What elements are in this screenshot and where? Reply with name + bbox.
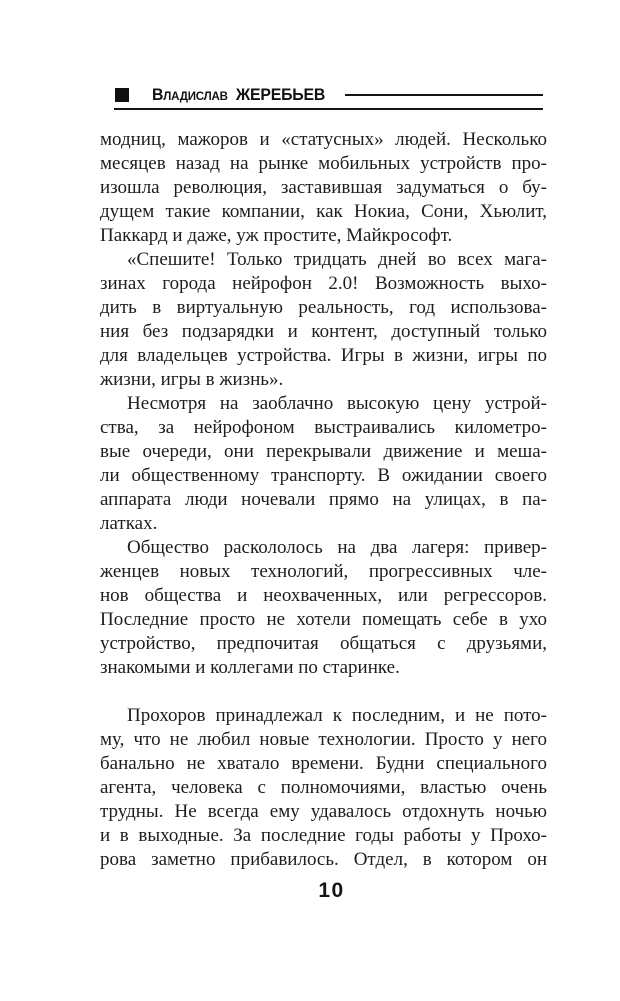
text-line: модниц, мажоров и «статусных» людей. Несколько <box>100 129 547 150</box>
text-line: Прохоров принадлежал к последним, и не пото- <box>127 705 547 726</box>
text-line: зинах города нейрофон 2.0! Возможность выхо- <box>100 273 547 294</box>
paragraph <box>100 704 547 872</box>
text-line: Паккард и даже, уж простите, Майкрософт. <box>100 225 453 246</box>
paragraph <box>100 128 547 248</box>
text-line: рова заметно прибавилось. Отдел, в котором он <box>100 849 547 870</box>
paragraph <box>100 536 547 680</box>
text-line: аппарата люди ночевали прямо на улицах, в па- <box>100 489 547 510</box>
text-line: жизни, игры в жизнь». <box>100 369 284 390</box>
text-line: и в выходные. За последние годы работы у Прохо- <box>100 825 547 846</box>
page-footer <box>100 879 547 903</box>
text-line: вые очереди, они перекрывали движение и меша- <box>100 441 547 462</box>
page-number: 10 <box>318 879 345 902</box>
header-square-icon <box>115 88 129 102</box>
text-line: устройство, предпочитая общаться с друзьями, <box>100 633 547 654</box>
text-line: ли общественному транспорту. В ожидании своего <box>100 465 547 486</box>
text-line: ния без подзарядки и контент, доступный только <box>100 321 547 342</box>
text-line: знакомыми и коллегами по старинке. <box>100 657 400 678</box>
header-rule <box>345 94 543 96</box>
author-last-name: ЖЕРЕБЬЕВ <box>235 85 326 104</box>
text-line: дить в виртуальную реальность, год использова- <box>100 297 547 318</box>
text-line: изошла революция, заставившая задуматься о бу- <box>100 177 547 198</box>
text-line: Общество раскололось на два лагеря: привер- <box>127 537 547 558</box>
text-line: «Спешите! Только тридцать дней во всех мага- <box>127 249 547 270</box>
text-line: дущем такие компании, как Нокиа, Сони, Хьюлит, <box>100 201 547 222</box>
text-block <box>100 128 547 872</box>
text-line: нов общества и неохваченных, или регрессоров. <box>100 585 547 606</box>
paragraph <box>100 248 547 392</box>
text-line: Несмотря на заоблачно высокую цену устрой- <box>127 393 547 414</box>
text-line: му, что не любил новые технологии. Просто у него <box>100 729 547 750</box>
page-header <box>115 85 543 104</box>
header-underline <box>114 108 543 110</box>
author-first-name: Владислав <box>152 85 228 104</box>
text-line: Последние просто не хотели помещать себе в ухо <box>100 609 547 630</box>
text-line: латках. <box>100 513 158 534</box>
text-line: трудны. Не всегда ему удавалось отдохнуть ночью <box>100 801 547 822</box>
text-line: ства, за нейрофоном выстраивались километро- <box>100 417 547 438</box>
text-line: агента, человека с полномочиями, властью очень <box>100 777 547 798</box>
text-line: банально не хватало времени. Будни специального <box>100 753 547 774</box>
paragraph <box>100 392 547 536</box>
text-line: месяцев назад на рынке мобильных устройств про- <box>100 153 547 174</box>
text-line: женцев новых технологий, прогрессивных чле- <box>100 561 547 582</box>
text-line: для владельцев устройства. Игры в жизни, игры по <box>100 345 547 366</box>
author-name <box>152 86 325 105</box>
